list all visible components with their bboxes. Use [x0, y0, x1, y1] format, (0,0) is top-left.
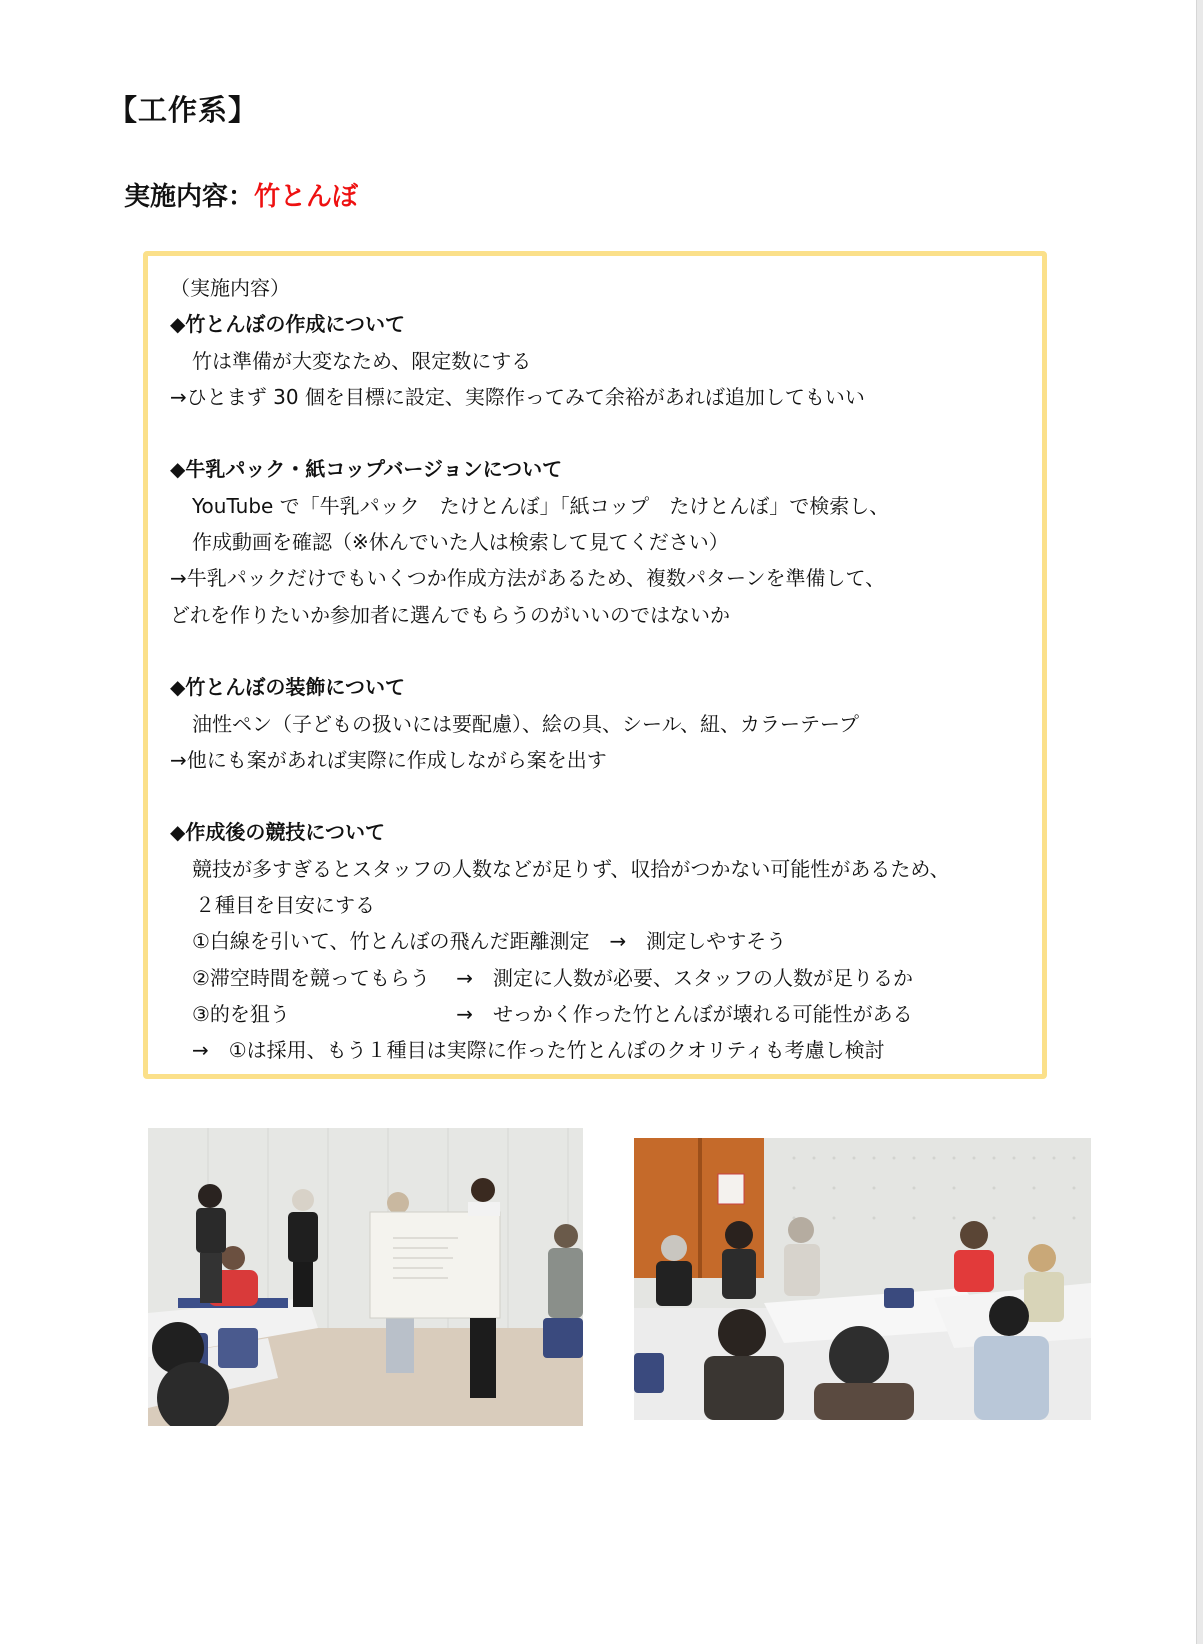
body-line: 竹は準備が大変なため、限定数にする: [192, 348, 532, 373]
photo-audience: [634, 1138, 1091, 1420]
conclusion-line: → ①は採用、もう１種目は実際に作った竹とんぼのクオリティも考慮し検討: [192, 1038, 885, 1063]
blank-line: [170, 415, 1042, 451]
blank-line: [170, 778, 1042, 814]
body-line: ２種目を目安にする: [195, 893, 375, 918]
list-item: ③的を狙う → せっかく作った竹とんぼが壊れる可能性がある: [192, 1001, 913, 1026]
body-line: →牛乳パックだけでもいくつか作成方法があるため、複数パターンを準備して、: [170, 566, 886, 591]
list-item: ②滞空時間を競ってもらう → 測定に人数が必要、スタッフの人数が足りるか: [192, 965, 914, 990]
body-line: どれを作りたいか参加者に選んでもらうのがいいのではないか: [170, 602, 730, 627]
body-line: 競技が多すぎるとスタッフの人数などが足りず、収拾がつかない可能性があるため、: [192, 856, 950, 881]
section-heading: ◆作成後の競技について: [170, 820, 385, 845]
section-heading: ◆竹とんぼの作成について: [170, 312, 405, 337]
body-line: YouTube で「牛乳パック たけとんぼ」「紙コップ たけとんぼ」で検索し、: [192, 493, 890, 518]
photo-presentation: [148, 1128, 583, 1426]
subheading-label: 実施内容：: [124, 182, 255, 212]
box-title: （実施内容）: [170, 276, 290, 300]
body-line: →ひとまず 30 個を目標に設定、実際作ってみて余裕があれば追加してもいい: [170, 384, 865, 409]
section-heading: ◆竹とんぼの装飾について: [170, 675, 405, 700]
page-edge: [1196, 0, 1203, 1644]
section-heading: ◆牛乳パック・紙コップバージョンについて: [170, 457, 563, 482]
body-line: →他にも案があれば実際に作成しながら案を出す: [170, 747, 607, 772]
page-subheading: [124, 176, 358, 213]
subheading-value: 竹とんぼ: [254, 182, 359, 212]
blank-line: [170, 633, 1042, 669]
page-heading: 【工作系】: [108, 93, 259, 127]
body-line: 油性ペン（子どもの扱いには要配慮）、絵の具、シール、紐、カラーテープ: [192, 711, 859, 736]
content-box: [143, 251, 1047, 1079]
list-item: ①白線を引いて、竹とんぼの飛んだ距離測定 → 測定しやすそう: [192, 929, 787, 954]
body-line: 作成動画を確認（※休んでいた人は検索して見てください）: [192, 530, 729, 555]
